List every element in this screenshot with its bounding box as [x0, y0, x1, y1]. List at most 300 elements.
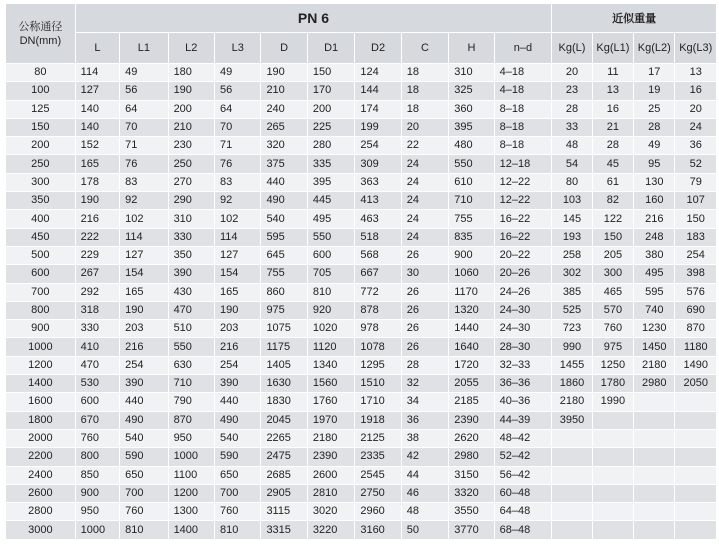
- table-cell: [634, 521, 675, 539]
- table-cell: 150: [307, 64, 354, 82]
- table-cell: 1075: [261, 320, 307, 338]
- table-cell: 230: [168, 137, 214, 155]
- table-cell: 470: [75, 356, 119, 374]
- dn-cell: 1400: [6, 375, 76, 393]
- dn-cell: 80: [6, 64, 76, 82]
- table-cell: 398: [675, 265, 717, 283]
- table-cell: 16–22: [494, 210, 552, 228]
- table-cell: 127: [120, 246, 168, 264]
- table-cell: 380: [634, 246, 675, 264]
- dn-cell: 1600: [6, 393, 76, 411]
- table-cell: 200: [168, 100, 214, 118]
- table-cell: 28: [552, 100, 592, 118]
- table-cell: 45: [592, 155, 633, 173]
- table-cell: 13: [675, 64, 717, 82]
- table-cell: 165: [120, 283, 168, 301]
- table-cell: 1918: [355, 411, 401, 429]
- dn-cell: 125: [6, 100, 76, 118]
- table-cell: 1400: [168, 521, 214, 539]
- table-cell: 64: [215, 100, 261, 118]
- table-row: [6, 100, 717, 118]
- table-row: [6, 429, 717, 447]
- table-cell: 975: [592, 338, 633, 356]
- table-cell: 114: [75, 64, 119, 82]
- table-row: [6, 64, 717, 82]
- table-cell: 140: [75, 118, 119, 136]
- table-cell: 385: [552, 283, 592, 301]
- table-cell: 667: [355, 265, 401, 283]
- table-row: [6, 484, 717, 502]
- table-cell: 79: [675, 173, 717, 191]
- table-cell: 2125: [355, 429, 401, 447]
- table-cell: 280: [307, 137, 354, 155]
- table-cell: 2180: [307, 429, 354, 447]
- table-cell: 540: [120, 429, 168, 447]
- table-cell: 470: [168, 301, 214, 319]
- table-cell: 140: [75, 100, 119, 118]
- table-cell: 150: [592, 228, 633, 246]
- table-cell: 254: [215, 356, 261, 374]
- table-cell: 216: [75, 210, 119, 228]
- dn-cell: 500: [6, 246, 76, 264]
- table-cell: 199: [355, 118, 401, 136]
- table-cell: 250: [168, 155, 214, 173]
- table-cell: 64–48: [494, 503, 552, 521]
- dn-cell: 1800: [6, 411, 76, 429]
- table-cell: 2810: [307, 484, 354, 502]
- table-cell: 510: [168, 320, 214, 338]
- table-cell: 292: [75, 283, 119, 301]
- table-cell: 3220: [307, 521, 354, 539]
- dn-cell: 2400: [6, 466, 76, 484]
- table-row: [6, 320, 717, 338]
- table-cell: 2475: [261, 448, 307, 466]
- table-cell: 335: [307, 155, 354, 173]
- table-cell: [675, 429, 717, 447]
- table-cell: 107: [675, 192, 717, 210]
- table-cell: 254: [120, 356, 168, 374]
- table-cell: 16: [675, 82, 717, 100]
- table-cell: 300: [592, 265, 633, 283]
- table-cell: 790: [168, 393, 214, 411]
- table-cell: 755: [261, 265, 307, 283]
- table-cell: 258: [552, 246, 592, 264]
- table-cell: 20: [675, 100, 717, 118]
- table-cell: 36: [401, 411, 448, 429]
- table-cell: 22: [401, 137, 448, 155]
- table-cell: [592, 411, 633, 429]
- table-cell: 190: [261, 64, 307, 82]
- dimension-table-container: [5, 3, 717, 551]
- table-cell: 18: [401, 82, 448, 100]
- table-cell: [592, 503, 633, 521]
- table-cell: 102: [120, 210, 168, 228]
- column-header: D1: [307, 33, 354, 64]
- column-header: L1: [120, 33, 168, 64]
- table-cell: 83: [215, 173, 261, 191]
- table-cell: 1440: [449, 320, 494, 338]
- table-cell: 154: [215, 265, 261, 283]
- table-cell: 1180: [675, 338, 717, 356]
- table-cell: 44–39: [494, 411, 552, 429]
- table-cell: 46: [401, 484, 448, 502]
- dn-cell: 350: [6, 192, 76, 210]
- table-cell: 60–48: [494, 484, 552, 502]
- table-cell: 24–30: [494, 301, 552, 319]
- table-cell: 630: [168, 356, 214, 374]
- table-cell: 395: [449, 118, 494, 136]
- table-cell: 83: [120, 173, 168, 191]
- table-cell: 38: [401, 429, 448, 447]
- table-row: [6, 338, 717, 356]
- table-cell: 1340: [307, 356, 354, 374]
- table-cell: 64: [120, 100, 168, 118]
- table-cell: 3020: [307, 503, 354, 521]
- table-cell: [552, 448, 592, 466]
- table-cell: 330: [75, 320, 119, 338]
- table-cell: 26: [401, 246, 448, 264]
- table-cell: 183: [675, 228, 717, 246]
- table-cell: 1455: [552, 356, 592, 374]
- table-cell: 650: [215, 466, 261, 484]
- table-cell: 18: [401, 100, 448, 118]
- table-cell: 568: [355, 246, 401, 264]
- table-cell: 19: [634, 82, 675, 100]
- table-cell: 170: [307, 82, 354, 100]
- table-cell: 28–30: [494, 338, 552, 356]
- table-cell: [675, 521, 717, 539]
- table-cell: 309: [355, 155, 401, 173]
- table-cell: 320: [261, 137, 307, 155]
- table-cell: 12–22: [494, 192, 552, 210]
- table-cell: 1830: [261, 393, 307, 411]
- table-cell: 1640: [449, 338, 494, 356]
- table-cell: 390: [215, 375, 261, 393]
- table-cell: 550: [449, 155, 494, 173]
- table-row: [6, 393, 717, 411]
- dn-cell: 2800: [6, 503, 76, 521]
- table-cell: 1720: [449, 356, 494, 374]
- table-cell: 254: [355, 137, 401, 155]
- table-cell: 8–18: [494, 137, 552, 155]
- table-cell: 495: [634, 265, 675, 283]
- table-cell: 810: [307, 283, 354, 301]
- table-cell: 42: [401, 448, 448, 466]
- table-cell: 1300: [168, 503, 214, 521]
- table-cell: 3160: [355, 521, 401, 539]
- table-cell: 690: [675, 301, 717, 319]
- table-cell: 28: [401, 356, 448, 374]
- table-cell: 2600: [307, 466, 354, 484]
- table-cell: 174: [355, 100, 401, 118]
- table-cell: 21: [592, 118, 633, 136]
- table-cell: 16–22: [494, 228, 552, 246]
- table-cell: 49: [634, 137, 675, 155]
- table-cell: 363: [355, 173, 401, 191]
- table-cell: 102: [215, 210, 261, 228]
- table-cell: 26: [401, 283, 448, 301]
- table-cell: 127: [215, 246, 261, 264]
- column-header: n–d: [494, 33, 552, 64]
- table-cell: 375: [261, 155, 307, 173]
- table-cell: 24: [675, 118, 717, 136]
- table-cell: [634, 448, 675, 466]
- table-cell: 710: [168, 375, 214, 393]
- table-cell: 76: [215, 155, 261, 173]
- table-cell: 490: [215, 411, 261, 429]
- table-row: [6, 521, 717, 539]
- table-cell: 3770: [449, 521, 494, 539]
- table-cell: 600: [307, 246, 354, 264]
- dn-cell: 900: [6, 320, 76, 338]
- table-cell: 3150: [449, 466, 494, 484]
- table-cell: 410: [75, 338, 119, 356]
- table-cell: 1200: [168, 484, 214, 502]
- table-cell: 350: [168, 246, 214, 264]
- table-cell: 310: [168, 210, 214, 228]
- table-cell: 122: [592, 210, 633, 228]
- table-cell: 490: [120, 411, 168, 429]
- table-cell: 710: [449, 192, 494, 210]
- table-cell: 190: [168, 82, 214, 100]
- table-cell: 330: [168, 228, 214, 246]
- table-cell: 525: [552, 301, 592, 319]
- table-cell: 2685: [261, 466, 307, 484]
- table-cell: 36: [675, 137, 717, 155]
- table-cell: 56–42: [494, 466, 552, 484]
- table-cell: 52–42: [494, 448, 552, 466]
- table-cell: 465: [592, 283, 633, 301]
- table-cell: 870: [168, 411, 214, 429]
- table-cell: 772: [355, 283, 401, 301]
- table-cell: 318: [75, 301, 119, 319]
- dimension-table: [5, 3, 717, 540]
- table-cell: [552, 429, 592, 447]
- column-header: D: [261, 33, 307, 64]
- table-cell: 550: [307, 228, 354, 246]
- table-cell: 216: [120, 338, 168, 356]
- table-cell: 1000: [168, 448, 214, 466]
- table-cell: [592, 484, 633, 502]
- weight-column-header: Kg(L): [552, 33, 592, 64]
- table-cell: [634, 466, 675, 484]
- table-cell: 20: [401, 118, 448, 136]
- table-cell: 518: [355, 228, 401, 246]
- table-cell: 203: [120, 320, 168, 338]
- table-cell: [634, 503, 675, 521]
- table-cell: 1405: [261, 356, 307, 374]
- table-row: [6, 118, 717, 136]
- table-cell: 1020: [307, 320, 354, 338]
- table-cell: 11: [592, 64, 633, 82]
- table-cell: 52: [675, 155, 717, 173]
- table-cell: 290: [168, 192, 214, 210]
- dn-header-line2: DN(mm): [19, 34, 62, 47]
- table-cell: 2980: [634, 375, 675, 393]
- table-cell: 114: [120, 228, 168, 246]
- table-cell: 1860: [552, 375, 592, 393]
- table-cell: 4–18: [494, 82, 552, 100]
- table-cell: 440: [120, 393, 168, 411]
- table-cell: 76: [120, 155, 168, 173]
- table-cell: 32: [401, 375, 448, 393]
- table-cell: 835: [449, 228, 494, 246]
- weight-column-header: Kg(L1): [592, 33, 633, 64]
- dn-cell: 250: [6, 155, 76, 173]
- table-cell: 445: [307, 192, 354, 210]
- dn-cell: 1000: [6, 338, 76, 356]
- table-cell: 24: [401, 155, 448, 173]
- table-cell: 800: [75, 448, 119, 466]
- table-cell: 124: [355, 64, 401, 82]
- dn-cell: 2200: [6, 448, 76, 466]
- table-cell: 20–22: [494, 246, 552, 264]
- table-cell: [552, 521, 592, 539]
- table-cell: [634, 393, 675, 411]
- column-header: L3: [215, 33, 261, 64]
- pressure-class-header: PN 6: [75, 4, 552, 33]
- table-row: [6, 192, 717, 210]
- table-cell: 3320: [449, 484, 494, 502]
- table-row: [6, 356, 717, 374]
- table-cell: 1295: [355, 356, 401, 374]
- table-cell: 154: [120, 265, 168, 283]
- table-cell: 23: [552, 82, 592, 100]
- table-cell: 2185: [449, 393, 494, 411]
- table-cell: 12–18: [494, 155, 552, 173]
- table-cell: 20: [552, 64, 592, 82]
- table-cell: 2265: [261, 429, 307, 447]
- table-cell: 870: [675, 320, 717, 338]
- dn-cell: 1200: [6, 356, 76, 374]
- table-cell: 900: [449, 246, 494, 264]
- table-row: [6, 137, 717, 155]
- table-cell: 810: [215, 521, 261, 539]
- table-cell: 180: [168, 64, 214, 82]
- table-cell: [552, 503, 592, 521]
- table-cell: 216: [634, 210, 675, 228]
- dn-cell: 400: [6, 210, 76, 228]
- table-cell: 850: [75, 466, 119, 484]
- table-cell: 2620: [449, 429, 494, 447]
- dn-cell: 300: [6, 173, 76, 191]
- table-cell: 26: [401, 320, 448, 338]
- table-cell: 3950: [552, 411, 592, 429]
- table-cell: 2050: [675, 375, 717, 393]
- table-cell: 190: [215, 301, 261, 319]
- table-cell: 610: [449, 173, 494, 191]
- table-cell: 50: [401, 521, 448, 539]
- table-cell: 760: [215, 503, 261, 521]
- table-cell: 205: [592, 246, 633, 264]
- table-cell: 900: [75, 484, 119, 502]
- table-cell: 229: [75, 246, 119, 264]
- table-cell: 950: [75, 503, 119, 521]
- table-cell: 705: [307, 265, 354, 283]
- table-cell: [592, 466, 633, 484]
- column-header: D2: [355, 33, 401, 64]
- table-cell: 302: [552, 265, 592, 283]
- table-cell: 240: [261, 100, 307, 118]
- table-row: [6, 246, 717, 264]
- table-cell: 48: [401, 503, 448, 521]
- table-cell: 1100: [168, 466, 214, 484]
- table-cell: 495: [307, 210, 354, 228]
- table-cell: 24–30: [494, 320, 552, 338]
- table-cell: 70: [120, 118, 168, 136]
- dn-cell: 600: [6, 265, 76, 283]
- table-cell: [634, 411, 675, 429]
- table-cell: 267: [75, 265, 119, 283]
- table-cell: 114: [215, 228, 261, 246]
- table-cell: [675, 503, 717, 521]
- table-cell: 44: [401, 466, 448, 484]
- table-row: [6, 411, 717, 429]
- dn-cell: 100: [6, 82, 76, 100]
- table-cell: 18: [401, 64, 448, 82]
- table-row: [6, 155, 717, 173]
- table-cell: 270: [168, 173, 214, 191]
- table-cell: 17: [634, 64, 675, 82]
- table-cell: 20–26: [494, 265, 552, 283]
- table-cell: 1250: [592, 356, 633, 374]
- table-cell: 390: [168, 265, 214, 283]
- table-cell: 360: [449, 100, 494, 118]
- table-cell: 1710: [355, 393, 401, 411]
- table-cell: 670: [75, 411, 119, 429]
- table-cell: 1060: [449, 265, 494, 283]
- table-cell: 24: [401, 192, 448, 210]
- table-cell: 145: [552, 210, 592, 228]
- table-cell: 413: [355, 192, 401, 210]
- table-cell: 1560: [307, 375, 354, 393]
- table-cell: 2750: [355, 484, 401, 502]
- table-cell: [675, 393, 717, 411]
- table-cell: 430: [168, 283, 214, 301]
- table-row: [6, 283, 717, 301]
- table-cell: 950: [168, 429, 214, 447]
- table-cell: 26: [401, 338, 448, 356]
- table-cell: 28: [592, 137, 633, 155]
- column-header: L2: [168, 33, 214, 64]
- table-cell: 24: [401, 173, 448, 191]
- table-cell: 463: [355, 210, 401, 228]
- table-cell: 56: [120, 82, 168, 100]
- dn-cell: 2600: [6, 484, 76, 502]
- table-cell: 1990: [592, 393, 633, 411]
- table-cell: 325: [449, 82, 494, 100]
- table-cell: 165: [215, 283, 261, 301]
- table-cell: 3550: [449, 503, 494, 521]
- table-cell: 40–36: [494, 393, 552, 411]
- table-cell: 8–18: [494, 100, 552, 118]
- weight-column-header: Kg(L2): [634, 33, 675, 64]
- table-body: [6, 64, 717, 540]
- table-cell: 127: [75, 82, 119, 100]
- table-cell: 8–18: [494, 118, 552, 136]
- table-cell: 1450: [634, 338, 675, 356]
- dn-header: [6, 4, 76, 64]
- table-cell: 222: [75, 228, 119, 246]
- table-cell: 740: [634, 301, 675, 319]
- table-cell: 150: [675, 210, 717, 228]
- table-cell: 590: [215, 448, 261, 466]
- dn-cell: 450: [6, 228, 76, 246]
- table-cell: 595: [261, 228, 307, 246]
- table-cell: 3315: [261, 521, 307, 539]
- table-cell: 25: [634, 100, 675, 118]
- table-cell: 49: [215, 64, 261, 82]
